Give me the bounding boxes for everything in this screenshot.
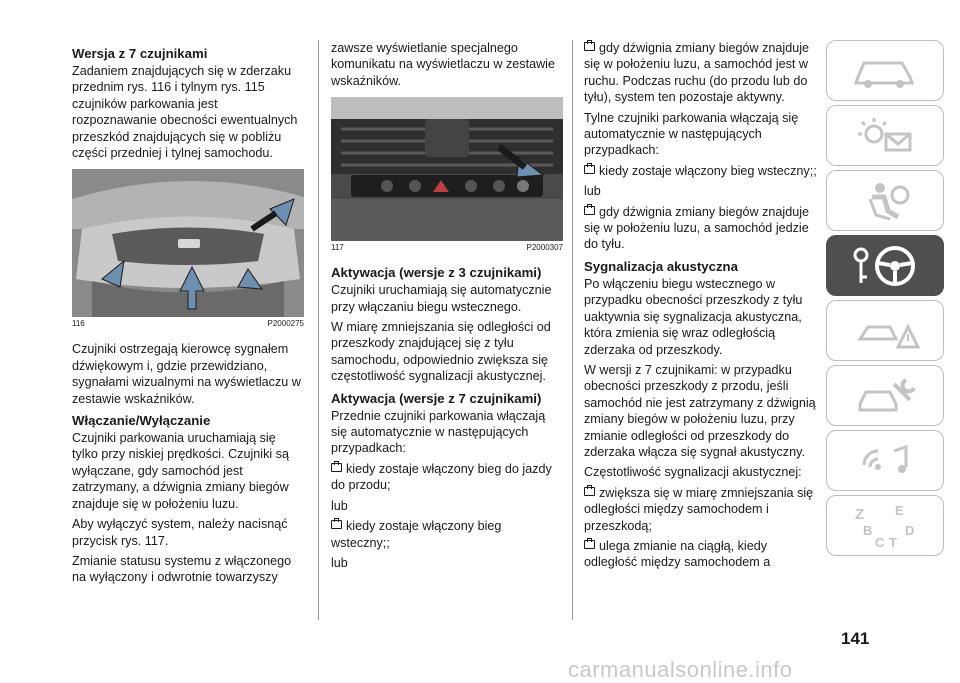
paragraph: Czujniki parkowania uruchamiają się tylko przy niskiej prędkości. Czujniki są wyłączane, gdy samochód jest zatrzymany, a dźwignia zmiany biegów znajduje się w położeniu luzu. (72, 431, 289, 511)
paragraph: Czujniki uruchamiają się automatycznie przy włączaniu biegu wstecznego. (331, 283, 552, 314)
wrench-car-icon (850, 374, 920, 418)
tab-warning-lights[interactable] (826, 105, 944, 166)
paragraph: W miarę zmniejszania się odległości od przeszkody znajdującej się z tyłu samochodu, odpowiednio zwiększa się częstotliwość sygnalizacji akustycznej. (331, 320, 551, 384)
bullet-item: kiedy zostaje włączony bieg do jazdy do przodu; (331, 461, 552, 493)
column-divider (318, 40, 319, 620)
page-number: 141 (841, 629, 870, 648)
tab-car[interactable] (826, 40, 944, 101)
paragraph: lub (331, 555, 348, 570)
tab-emergency[interactable] (826, 300, 944, 361)
key-steering-wheel-icon (845, 243, 925, 289)
index-letters-icon (845, 501, 925, 551)
heading-7-sensors: Wersja z 7 czujnikami (72, 46, 208, 61)
heading-on-off: Włączanie/Wyłączanie (72, 413, 211, 429)
bullet-item: kiedy zostaje włączony bieg wsteczny;; (584, 163, 820, 179)
figure-caption (331, 243, 563, 253)
bullet-icon (584, 165, 595, 174)
paragraph: W wersji z 7 czujnikami: w przypadku obecności przeszkody z przodu, jeśli samochód nie jest zatrzymany z dźwignią zmiany biegów w położeniu luzu, przy zmianie odległości od przeszkody do zderzaka włącza się sygnał akustyczny. (584, 362, 816, 459)
dashboard-buttons-illustration (331, 97, 563, 241)
paragraph: zawsze wyświetlanie specjalnego komunikatu na wyświetlaczu w zestawie wskaźników. (331, 41, 555, 88)
figure-code: P2000307 (526, 243, 563, 253)
tab-starting-driving[interactable] (826, 235, 944, 296)
paragraph: lub (584, 184, 601, 199)
index-letter: T (889, 534, 897, 550)
index-letter: E (895, 502, 904, 518)
paragraph: Przednie czujniki parkowania włączają się automatycznie w następujących przypadkach: (331, 408, 546, 456)
paragraph: Częstotliwość sygnalizacji akustycznej: (584, 465, 802, 480)
heading-acoustic-signal: Sygnalizacja akustyczna (584, 258, 738, 274)
paragraph: Tylne czujniki parkowania włączają się automatycznie w następujących przypadkach: (584, 110, 799, 158)
bullet-item: kiedy zostaje włączony bieg wsteczny;; (331, 519, 502, 550)
bullet-icon (331, 463, 342, 472)
paragraph: Po włączeniu biegu wstecznego w przypadku obecności przeszkody z tyłu uaktywnia się sygnalizacja akustyczna, która zmienia się wraz odległością zderzaka od przeszkody. (584, 276, 803, 357)
heading-activation-7-sensors: Aktywacja (wersje z 7 czujnikami) (331, 390, 542, 406)
section-tabs (826, 40, 944, 560)
bullet-icon (584, 540, 595, 549)
figure-116-car-front (72, 169, 304, 317)
warning-light-icon (850, 114, 920, 158)
car-icon (850, 51, 920, 91)
bullet-icon (584, 206, 595, 215)
watermark: carmanualsonline.info (568, 657, 793, 682)
tab-index[interactable] (826, 495, 944, 556)
index-letter: Z (855, 505, 865, 523)
column-3 (584, 40, 820, 575)
airbag-seat-icon (850, 179, 920, 223)
figure-caption (72, 319, 304, 329)
index-letter: C (875, 534, 885, 550)
column-2 (331, 40, 563, 575)
tab-maintenance[interactable] (826, 365, 944, 426)
column-1 (72, 40, 304, 590)
bullet-item: ulega zmianie na ciągłą, kiedy odległość między samochodem a (584, 538, 771, 570)
column-divider (572, 40, 573, 620)
bullet-icon (584, 42, 595, 51)
bullet-item: gdy dźwignia zmiany biegów znajduje się w położeniu luzu, a samochód jest w ruchu. Podczas ruchu (do przodu lub do tyłu), system ten pozostaje aktywny. (584, 41, 810, 105)
heading-activation-3-sensors: Aktywacja (wersje z 3 czujnikami) (331, 265, 542, 281)
paragraph: Zmianie statusu systemu z włączonego na wyłączony i odwrotnie towarzyszy (72, 553, 292, 585)
figure-number: 117 (331, 243, 344, 253)
paragraph: Czujniki ostrzegają kierowcę sygnałem dźwiękowym i, gdzie przewidziano, sygnałami wizualnymi na wyświetlaczu w zestawie wskaźników. (72, 342, 301, 406)
bullet-icon (331, 520, 342, 529)
media-icon (850, 439, 920, 483)
paragraph: lub (331, 498, 348, 513)
index-letter: B (863, 522, 873, 538)
car-front-illustration (72, 169, 304, 317)
index-letter: D (905, 522, 915, 538)
bullet-item: gdy dźwignia zmiany biegów znajduje się w położeniu luzu, a samochód jedzie do tyłu. (584, 204, 810, 252)
paragraph: Zadaniem znajdujących się w zderzaku przednim rys. 116 i tylnym rys. 115 czujników parkowania jest rozpoznawanie obecności ewentualnych przeszkód znajdujących się w pobliżu części przedniej i tylnej samochodu. (72, 64, 298, 161)
tab-multimedia[interactable] (826, 430, 944, 491)
bullet-item: zwiększa się w miarę zmniejszania się odległości między samochodem i przeszkodą; (584, 485, 814, 533)
tab-safety[interactable] (826, 170, 944, 231)
figure-number: 116 (72, 319, 85, 329)
figure-117-dashboard (331, 97, 563, 241)
paragraph: Aby wyłączyć system, należy nacisnąć przycisk rys. 117. (72, 517, 288, 548)
bullet-icon (584, 487, 595, 496)
accident-warning-icon (850, 309, 920, 353)
figure-code: P2000275 (267, 319, 304, 329)
